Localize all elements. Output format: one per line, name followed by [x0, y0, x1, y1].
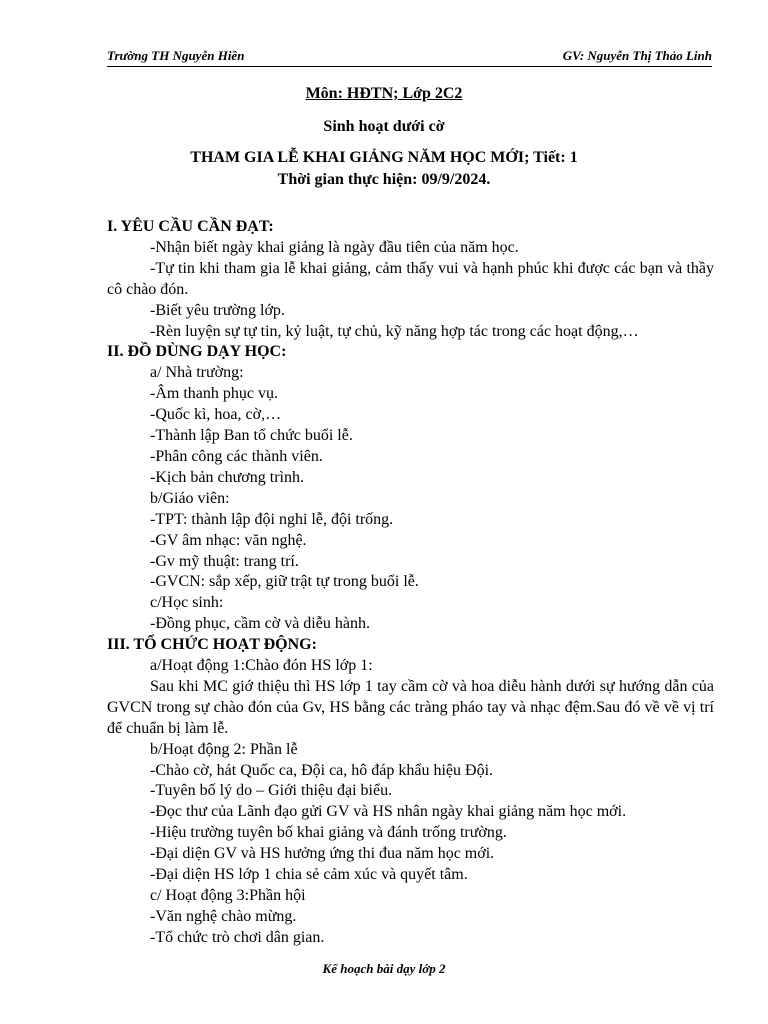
body-line: -Phân công các thành viên.: [150, 447, 323, 465]
body-line: -Đồng phục, cầm cờ và diễu hành.: [150, 615, 370, 633]
body-line: -Nhận biết ngày khai giảng là ngày đầu tiên của năm học.: [150, 238, 519, 256]
lesson-title: THAM GIA LỄ KHAI GIẢNG NĂM HỌC MỚI; Tiết: 1: [190, 149, 578, 166]
body-line: -Kịch bản chương trình.: [150, 468, 304, 486]
page-footer: Kế hoạch bài dạy lớp 2: [322, 961, 446, 976]
body-line: -Tự tin khi tham gia lễ khai giảng, cảm thấy vui và hạnh phúc khi được các bạn và thầy cô chào đón.: [107, 259, 714, 298]
body-line: a/Hoạt động 1:Chào đón HS lớp 1:: [150, 657, 373, 675]
body-line: -Đại diện HS lớp 1 chia sẻ cảm xúc và quyết tâm.: [150, 866, 468, 884]
document-body: [107, 217, 714, 949]
body-line: -Biết yêu trường lớp.: [150, 301, 285, 319]
body-line: -Hiệu trường tuyên bố khai giảng và đánh trống trường.: [150, 824, 507, 842]
body-line: -Tuyên bố lý do – Giới thiệu đại biểu.: [150, 782, 393, 800]
activity-line: Sinh hoạt dưới cờ: [323, 118, 445, 135]
subject-line: Môn: HĐTN; Lớp 2C2: [305, 85, 463, 102]
body-line: c/ Hoạt động 3:Phần hội: [150, 887, 306, 904]
body-line: -Thành lập Ban tổ chức buổi lễ.: [150, 427, 353, 445]
timeline-line: Thời gian thực hiện: 09/9/2024.: [277, 171, 491, 188]
body-line: -TPT: thành lập đội nghi lễ, đội trống.: [150, 510, 394, 528]
body-line: a/ Nhà trường:: [150, 364, 244, 382]
body-line: b/Hoạt động 2: Phần lễ: [150, 740, 298, 758]
body-line: -Văn nghệ chào mừng.: [150, 907, 297, 925]
body-line: -Đọc thư của Lãnh đạo gửi GV và HS nhân ngày khai giảng năm học mới.: [150, 803, 627, 821]
body-line: -GV âm nhạc: văn nghệ.: [150, 531, 307, 549]
body-line: -Chào cờ, hát Quốc ca, Đội ca, hô đáp khẩu hiệu Đội.: [150, 761, 494, 779]
body-line: -Quốc kì, hoa, cờ,…: [150, 406, 282, 424]
body-line: -Âm thanh phục vụ.: [150, 385, 278, 403]
section-heading: II. ĐỒ DÙNG DẠY HỌC:: [107, 343, 287, 361]
body-line: -Gv mỹ thuật: trang trí.: [150, 552, 299, 570]
body-line: -GVCN: sắp xếp, giữ trật tự trong buổi lễ.: [150, 573, 419, 591]
section-heading: I. YÊU CẦU CẦN ĐẠT:: [107, 218, 274, 235]
body-line: b/Giáo viên:: [150, 489, 230, 507]
body-line: -Tổ chức trò chơi dân gian.: [150, 928, 325, 946]
body-line: Sau khi MC giớ thiệu thì HS lớp 1 tay cầm cờ và hoa diễu hành dưới sự hướng dẫn của GVCN trong sự chào đón của Gv, HS bằng các tràng pháo tay và nhạc đệm.Sau đó về về vị trí để chuẩn bị làm lễ.: [107, 677, 714, 737]
school-name: Trường TH Nguyễn Hiền: [107, 48, 245, 63]
body-line: -Rèn luyện sự tự tin, kỷ luật, tự chủ, kỹ năng hợp tác trong các hoạt động,…: [150, 322, 639, 340]
body-line: c/Học sinh:: [150, 594, 224, 612]
body-line: -Đại diện GV và HS hưởng ứng thi đua năm học mới.: [150, 845, 495, 863]
page-header: [107, 46, 712, 67]
section-heading: III. TỔ CHỨC HOẠT ĐỘNG:: [107, 636, 317, 654]
teacher-name: GV: Nguyễn Thị Thảo Linh: [562, 48, 712, 63]
